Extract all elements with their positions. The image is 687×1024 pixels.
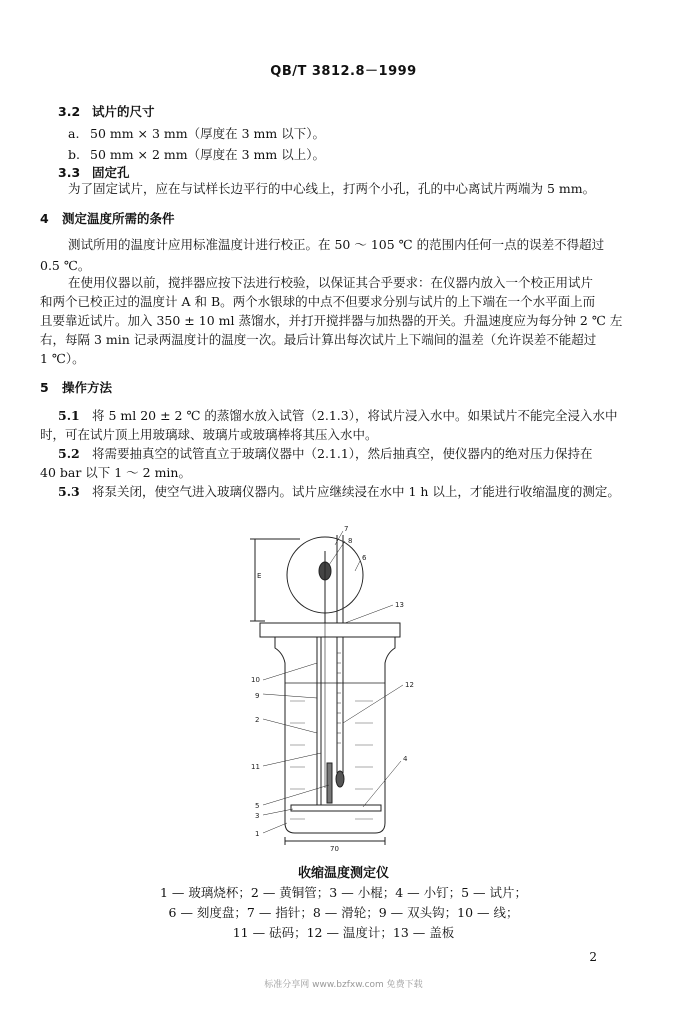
section-title: 固定孔 [92,165,130,180]
figure-legend-line-1: 1 — 玻璃烧杯；2 — 黄铜管；3 — 小棍；4 — 小钉；5 — 试片； [160,885,527,900]
list-text: 50 mm × 3 mm（厚度在 3 mm 以下）。 [90,126,325,141]
paragraph-text: 将 5 ml 20 ± 2 ℃ 的蒸馏水放入试管（2.1.3），将试片浸入水中。如果试片不能完全浸入水中 [92,408,618,423]
figure-label-5: 5 [255,802,260,810]
figure-label-4: 4 [403,755,408,763]
list-label: b. [68,147,80,162]
figure-label-8: 8 [348,537,353,545]
paragraph-line: 时，可在试片顶上用玻璃球、玻璃片或玻璃棒将其压入水中。 [40,427,378,442]
section-number: 5 [40,380,49,395]
figure-label-7: 7 [344,525,349,533]
figure-legend-line-2: 6 — 刻度盘；7 — 指针；8 — 滑轮；9 — 双头钩；10 — 线； [168,905,519,920]
section-number: 3.3 [58,165,81,180]
section-number: 4 [40,211,49,226]
figure-caption-title: 收缩温度测定仪 [297,866,389,881]
clause-number: 5.3 [58,484,80,499]
figure-label-13: 13 [395,601,404,609]
paragraph-line: 且要靠近试片。加入 350 ± 10 ml 蒸馏水，并打开搅拌器与加热器的开关。升温速度应为每分钟 2 ℃ 左 [40,313,623,328]
section-3-3-heading [58,165,130,181]
section-title: 测定温度所需的条件 [62,211,175,226]
shrink-temperature-apparatus-diagram [245,523,415,853]
paragraph-5-2-line-1 [58,446,593,462]
section-5-heading [40,380,112,396]
paragraph-5-3-line-1 [58,484,620,500]
list-item-a [68,126,325,142]
section-title: 操作方法 [62,380,113,395]
list-item-b [68,147,325,163]
section-3-2-heading [58,104,155,120]
paragraph-5-1-line-1 [58,408,618,424]
clause-number: 5.1 [58,408,80,423]
list-label: a. [68,126,80,141]
figure-label-9: 9 [255,692,260,700]
specimen [327,763,332,803]
figure-legend-line-3: 11 — 砝码；12 — 温度计；13 — 盖板 [232,925,455,940]
page-number: 2 [589,950,597,964]
dimension-label-side: E [257,572,262,580]
dimension-label-bottom: 70 [330,845,339,853]
paragraph-line: 1 ℃）。 [40,351,85,366]
figure-label-2: 2 [255,716,260,724]
clause-number: 5.2 [58,446,80,461]
figure-label-11: 11 [251,763,260,771]
figure-label-1: 1 [255,830,260,838]
paragraph-text: 将泵关闭，使空气进入玻璃仪器内。试片应继续浸在水中 1 h 以上，才能进行收缩温度的测定。 [92,484,620,499]
standard-number-header: QB/T 3812.8－1999 [270,64,417,79]
paragraph-text: 将需要抽真空的试管直立于玻璃仪器中（2.1.1），然后抽真空，使仪器内的绝对压力保持在 [92,446,593,461]
list-text: 50 mm × 2 mm（厚度在 3 mm 以上）。 [90,147,325,162]
figure-label-12: 12 [405,681,414,689]
base-rod [291,805,381,811]
cover-plate [260,623,400,637]
section-title: 试片的尺寸 [92,104,155,119]
figure-label-6: 6 [362,554,367,562]
glass-beaker [275,637,395,833]
section-3-3-body: 为了固定试片，应在与试样长边平行的中心线上，打两个小孔，孔的中心离试片两端为 5 mm。 [68,181,596,196]
paragraph-line: 右，每隔 3 min 记录两温度计的温度一次。最后计算出每次试片上下端间的温差（允许误差不能超过 [40,332,597,347]
section-number: 3.2 [58,104,81,119]
watermark-footer: 标准分享网 www.bzfxw.com 免费下载 [264,980,423,990]
figure-label-10: 10 [251,676,260,684]
section-4-heading [40,211,175,227]
paragraph-line: 0.5 ℃。 [40,258,91,273]
figure-label-3: 3 [255,812,260,820]
paragraph-line: 测试所用的温度计应用标准温度计进行校正。在 50 ～ 105 ℃ 的范围内任何一点的误差不得超过 [68,237,605,252]
paragraph-line: 40 bar 以下 1 ～ 2 min。 [40,465,191,480]
paragraph-line: 在使用仪器以前，搅拌器应按下法进行校验，以保证其合乎要求：在仪器内放入一个校正用试片 [68,275,594,290]
paragraph-line: 和两个已校正过的温度计 A 和 B。两个水银球的中点不但要求分别与试片的上下端在一个水平面上而 [40,294,596,309]
